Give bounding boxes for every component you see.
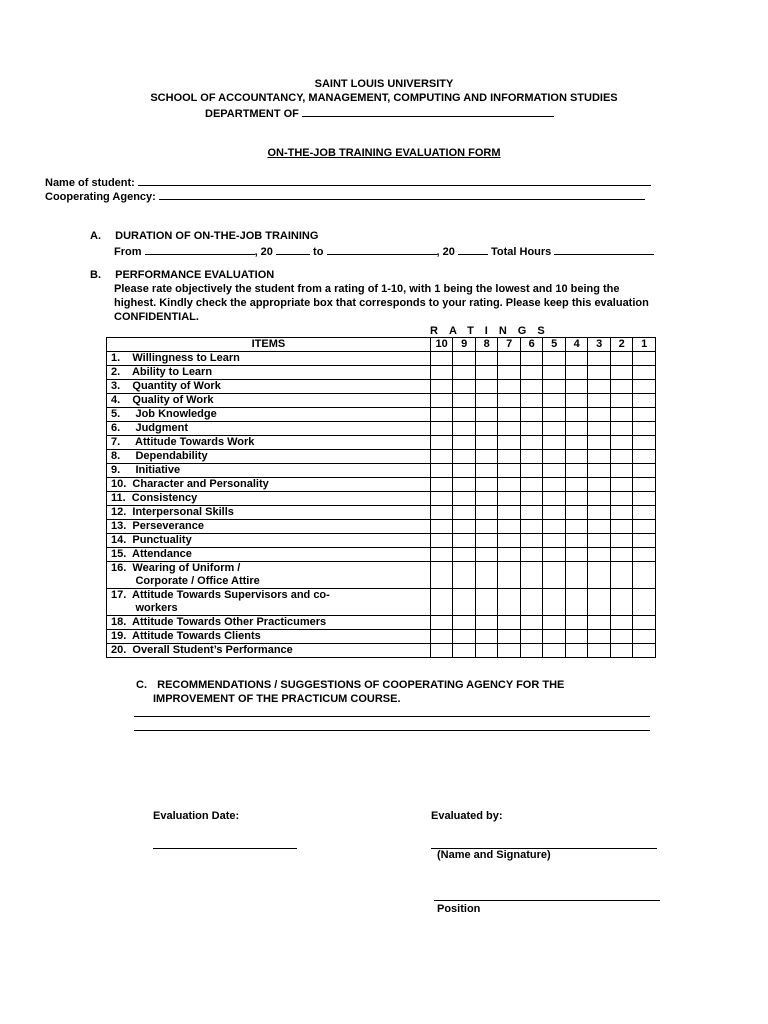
rating-checkbox[interactable] — [543, 352, 566, 366]
rating-checkbox[interactable] — [498, 562, 521, 589]
rating-checkbox[interactable] — [498, 380, 521, 394]
rating-checkbox[interactable] — [565, 534, 588, 548]
rating-checkbox[interactable] — [588, 492, 611, 506]
items-header: ITEMS — [107, 338, 431, 352]
rating-checkbox[interactable] — [475, 644, 498, 658]
rating-column-header: 2 — [610, 338, 633, 352]
rating-checkbox[interactable] — [475, 408, 498, 422]
rating-checkbox[interactable] — [430, 478, 453, 492]
from-label: From — [114, 246, 142, 258]
section-c-letter: C. — [136, 679, 147, 691]
rating-checkbox[interactable] — [520, 589, 543, 616]
department-field[interactable] — [302, 105, 554, 117]
rating-checkbox[interactable] — [543, 478, 566, 492]
rating-checkbox[interactable] — [430, 408, 453, 422]
evaluation-item: 4. Quality of Work — [107, 394, 431, 408]
rating-checkbox[interactable] — [498, 436, 521, 450]
rating-checkbox[interactable] — [430, 366, 453, 380]
rating-checkbox[interactable] — [610, 436, 633, 450]
evaluation-item: 19. Attitude Towards Clients — [107, 630, 431, 644]
rating-checkbox[interactable] — [565, 352, 588, 366]
from-year-field[interactable] — [276, 243, 310, 255]
rating-column-header: 6 — [520, 338, 543, 352]
rating-checkbox[interactable] — [633, 464, 656, 478]
rating-checkbox[interactable] — [565, 380, 588, 394]
rating-column-header: 9 — [453, 338, 476, 352]
rating-checkbox[interactable] — [430, 492, 453, 506]
rating-checkbox[interactable] — [520, 644, 543, 658]
rating-checkbox[interactable] — [610, 589, 633, 616]
rating-checkbox[interactable] — [543, 464, 566, 478]
rating-checkbox[interactable] — [588, 616, 611, 630]
rating-column-header: 8 — [475, 338, 498, 352]
rating-checkbox[interactable] — [498, 464, 521, 478]
rating-checkbox[interactable] — [453, 644, 476, 658]
section-c-title-line1: RECOMMENDATIONS / SUGGESTIONS OF COOPERATING AGENCY FOR THE — [157, 679, 565, 691]
rating-checkbox[interactable] — [498, 630, 521, 644]
rating-column-header: 3 — [588, 338, 611, 352]
table-row — [107, 492, 656, 506]
rating-checkbox[interactable] — [520, 548, 543, 562]
rating-checkbox[interactable] — [588, 394, 611, 408]
table-row — [107, 589, 656, 616]
rating-checkbox[interactable] — [588, 506, 611, 520]
rating-checkbox[interactable] — [520, 562, 543, 589]
rating-checkbox[interactable] — [498, 422, 521, 436]
rating-checkbox[interactable] — [520, 394, 543, 408]
rating-checkbox[interactable] — [565, 562, 588, 589]
rating-checkbox[interactable] — [610, 408, 633, 422]
rating-checkbox[interactable] — [475, 548, 498, 562]
rating-checkbox[interactable] — [565, 548, 588, 562]
rating-checkbox[interactable] — [633, 520, 656, 534]
rating-checkbox[interactable] — [610, 616, 633, 630]
table-row — [107, 352, 656, 366]
rating-checkbox[interactable] — [588, 589, 611, 616]
rating-checkbox[interactable] — [565, 408, 588, 422]
evaluation-item: 2. Ability to Learn — [107, 366, 431, 380]
section-a-letter: A. — [90, 230, 101, 242]
agency-label: Cooperating Agency: — [45, 191, 156, 203]
total-hours-field[interactable] — [554, 243, 654, 255]
rating-checkbox[interactable] — [588, 630, 611, 644]
section-b-title: PERFORMANCE EVALUATION — [115, 269, 275, 281]
rating-checkbox[interactable] — [610, 422, 633, 436]
section-b-instructions: Please rate objectively the student from a rating of 1-10, with 1 being the lowest and 10 being the highest. Kindly check the appropriate box that corresponds to your rating. Please keep this evaluation CONFIDENTIAL. — [114, 283, 649, 323]
rating-checkbox[interactable] — [633, 478, 656, 492]
rating-checkbox[interactable] — [543, 562, 566, 589]
rating-checkbox[interactable] — [565, 366, 588, 380]
evaluation-item: 1. Willingness to Learn — [107, 352, 431, 366]
rating-checkbox[interactable] — [453, 534, 476, 548]
agency-field[interactable] — [159, 188, 645, 200]
evaluation-item: 16. Wearing of Uniform / Corporate / Office Attire — [107, 562, 431, 589]
table-row — [107, 464, 656, 478]
rating-checkbox[interactable] — [430, 644, 453, 658]
rating-checkbox[interactable] — [453, 366, 476, 380]
rating-checkbox[interactable] — [588, 478, 611, 492]
rating-checkbox[interactable] — [520, 534, 543, 548]
rating-column-header: 5 — [543, 338, 566, 352]
rating-checkbox[interactable] — [520, 352, 543, 366]
evaluation-item: 17. Attitude Towards Supervisors and co- workers — [107, 589, 431, 616]
table-body — [107, 352, 656, 658]
rating-checkbox[interactable] — [565, 520, 588, 534]
rating-checkbox[interactable] — [475, 394, 498, 408]
evaluation-item: 18. Attitude Towards Other Practicumers — [107, 616, 431, 630]
from-year-prefix: , 20 — [254, 246, 273, 258]
rating-checkbox[interactable] — [430, 562, 453, 589]
rating-checkbox[interactable] — [498, 644, 521, 658]
evaluation-item: 7. Attitude Towards Work — [107, 436, 431, 450]
rating-checkbox[interactable] — [588, 534, 611, 548]
rating-checkbox[interactable] — [565, 394, 588, 408]
rating-checkbox[interactable] — [498, 408, 521, 422]
rating-checkbox[interactable] — [430, 616, 453, 630]
rating-checkbox[interactable] — [475, 492, 498, 506]
rating-checkbox[interactable] — [430, 548, 453, 562]
rating-checkbox[interactable] — [633, 366, 656, 380]
section-a-heading — [90, 229, 318, 243]
rating-checkbox[interactable] — [588, 422, 611, 436]
rating-checkbox[interactable] — [633, 589, 656, 616]
rating-checkbox[interactable] — [475, 616, 498, 630]
rating-checkbox[interactable] — [633, 630, 656, 644]
evaluation-item: 6. Judgment — [107, 422, 431, 436]
rating-checkbox[interactable] — [610, 562, 633, 589]
table-row — [107, 436, 656, 450]
rating-checkbox[interactable] — [543, 422, 566, 436]
table-row — [107, 562, 656, 589]
rating-checkbox[interactable] — [610, 492, 633, 506]
rating-checkbox[interactable] — [475, 534, 498, 548]
rating-checkbox[interactable] — [588, 380, 611, 394]
table-row — [107, 506, 656, 520]
rating-checkbox[interactable] — [633, 408, 656, 422]
rating-checkbox[interactable] — [520, 478, 543, 492]
rating-checkbox[interactable] — [633, 394, 656, 408]
evaluated-by-label: Evaluated by: — [431, 810, 503, 822]
rating-checkbox[interactable] — [610, 548, 633, 562]
table-row — [107, 534, 656, 548]
rating-checkbox[interactable] — [588, 352, 611, 366]
rating-checkbox[interactable] — [588, 548, 611, 562]
evaluation-item: 8. Dependability — [107, 450, 431, 464]
student-name-label: Name of student: — [45, 177, 135, 189]
student-name-field[interactable] — [138, 174, 651, 186]
section-b-heading — [90, 268, 274, 282]
rating-checkbox[interactable] — [498, 548, 521, 562]
rating-checkbox[interactable] — [453, 630, 476, 644]
rating-checkbox[interactable] — [520, 436, 543, 450]
table-row — [107, 548, 656, 562]
rating-checkbox[interactable] — [430, 380, 453, 394]
table-row — [107, 520, 656, 534]
rating-checkbox[interactable] — [430, 352, 453, 366]
evaluation-item: 9. Initiative — [107, 464, 431, 478]
name-signature-label: (Name and Signature) — [437, 849, 551, 861]
evaluation-item: 12. Interpersonal Skills — [107, 506, 431, 520]
rating-checkbox[interactable] — [633, 506, 656, 520]
evaluation-item: 20. Overall Student’s Performance — [107, 644, 431, 658]
rating-checkbox[interactable] — [610, 478, 633, 492]
rating-checkbox[interactable] — [588, 520, 611, 534]
rating-checkbox[interactable] — [453, 352, 476, 366]
agency-row — [45, 188, 645, 204]
rating-checkbox[interactable] — [475, 478, 498, 492]
rating-checkbox[interactable] — [633, 534, 656, 548]
to-label: to — [313, 246, 324, 258]
rating-checkbox[interactable] — [520, 380, 543, 394]
table-header-row — [107, 338, 656, 352]
rating-checkbox[interactable] — [453, 520, 476, 534]
rating-checkbox[interactable] — [633, 450, 656, 464]
rating-checkbox[interactable] — [498, 589, 521, 616]
rating-checkbox[interactable] — [565, 644, 588, 658]
evaluation-item: 3. Quantity of Work — [107, 380, 431, 394]
rating-checkbox[interactable] — [430, 630, 453, 644]
rating-checkbox[interactable] — [543, 589, 566, 616]
to-year-field[interactable] — [458, 243, 488, 255]
rating-checkbox[interactable] — [610, 352, 633, 366]
evaluation-item: 10. Character and Personality — [107, 478, 431, 492]
rating-checkbox[interactable] — [633, 380, 656, 394]
rating-checkbox[interactable] — [543, 492, 566, 506]
rating-checkbox[interactable] — [498, 352, 521, 366]
ratings-label: RATINGS — [430, 325, 556, 337]
rating-checkbox[interactable] — [520, 408, 543, 422]
rating-checkbox[interactable] — [520, 366, 543, 380]
total-hours-label: Total Hours — [490, 246, 552, 258]
rating-checkbox[interactable] — [453, 408, 476, 422]
rating-checkbox[interactable] — [610, 644, 633, 658]
rating-checkbox[interactable] — [453, 616, 476, 630]
rating-checkbox[interactable] — [498, 478, 521, 492]
rating-checkbox[interactable] — [565, 450, 588, 464]
rating-checkbox[interactable] — [610, 630, 633, 644]
rating-checkbox[interactable] — [498, 616, 521, 630]
rating-checkbox[interactable] — [543, 506, 566, 520]
recommendation-line-2[interactable] — [134, 730, 650, 731]
evaluation-item: 11. Consistency — [107, 492, 431, 506]
rating-column-header: 10 — [430, 338, 453, 352]
rating-checkbox[interactable] — [453, 506, 476, 520]
rating-checkbox[interactable] — [430, 589, 453, 616]
rating-checkbox[interactable] — [475, 630, 498, 644]
rating-checkbox[interactable] — [475, 562, 498, 589]
evaluation-table — [106, 337, 656, 658]
rating-checkbox[interactable] — [453, 548, 476, 562]
rating-checkbox[interactable] — [453, 589, 476, 616]
rating-checkbox[interactable] — [610, 380, 633, 394]
rating-checkbox[interactable] — [588, 366, 611, 380]
rating-checkbox[interactable] — [498, 534, 521, 548]
rating-checkbox[interactable] — [520, 616, 543, 630]
rating-checkbox[interactable] — [475, 589, 498, 616]
rating-checkbox[interactable] — [633, 422, 656, 436]
rating-checkbox[interactable] — [633, 616, 656, 630]
table-row — [107, 422, 656, 436]
rating-checkbox[interactable] — [588, 464, 611, 478]
rating-checkbox[interactable] — [565, 464, 588, 478]
table-row — [107, 394, 656, 408]
rating-checkbox[interactable] — [475, 450, 498, 464]
section-c-title-line2: IMPROVEMENT OF THE PRACTICUM COURSE. — [153, 693, 401, 705]
rating-checkbox[interactable] — [430, 394, 453, 408]
rating-checkbox[interactable] — [475, 520, 498, 534]
rating-checkbox[interactable] — [610, 506, 633, 520]
university-name: SAINT LOUIS UNIVERSITY — [314, 78, 454, 90]
rating-checkbox[interactable] — [633, 562, 656, 589]
rating-checkbox[interactable] — [565, 506, 588, 520]
rating-checkbox[interactable] — [565, 422, 588, 436]
rating-column-header: 1 — [633, 338, 656, 352]
rating-checkbox[interactable] — [543, 520, 566, 534]
table-row — [107, 644, 656, 658]
section-a-title: DURATION OF ON-THE-JOB TRAINING — [115, 230, 319, 242]
rating-checkbox[interactable] — [475, 366, 498, 380]
rating-checkbox[interactable] — [633, 436, 656, 450]
rating-checkbox[interactable] — [520, 520, 543, 534]
rating-checkbox[interactable] — [633, 548, 656, 562]
to-year-prefix: , 20 — [436, 246, 455, 258]
rating-checkbox[interactable] — [610, 394, 633, 408]
rating-checkbox[interactable] — [588, 644, 611, 658]
rating-checkbox[interactable] — [453, 394, 476, 408]
rating-checkbox[interactable] — [453, 450, 476, 464]
rating-checkbox[interactable] — [475, 422, 498, 436]
rating-checkbox[interactable] — [543, 394, 566, 408]
rating-checkbox[interactable] — [543, 630, 566, 644]
rating-checkbox[interactable] — [430, 464, 453, 478]
rating-checkbox[interactable] — [498, 506, 521, 520]
rating-checkbox[interactable] — [543, 548, 566, 562]
rating-checkbox[interactable] — [430, 436, 453, 450]
rating-checkbox[interactable] — [475, 436, 498, 450]
rating-column-header: 7 — [498, 338, 521, 352]
table-row — [107, 616, 656, 630]
rating-checkbox[interactable] — [453, 380, 476, 394]
rating-checkbox[interactable] — [453, 562, 476, 589]
evaluation-item: 14. Punctuality — [107, 534, 431, 548]
rating-checkbox[interactable] — [430, 534, 453, 548]
table-row — [107, 478, 656, 492]
table-row — [107, 630, 656, 644]
rating-checkbox[interactable] — [610, 366, 633, 380]
department-line — [205, 105, 554, 121]
rating-checkbox[interactable] — [453, 436, 476, 450]
rating-checkbox[interactable] — [543, 616, 566, 630]
rating-checkbox[interactable] — [610, 464, 633, 478]
rating-checkbox[interactable] — [520, 422, 543, 436]
evaluation-date-label: Evaluation Date: — [153, 810, 240, 822]
from-date-field[interactable] — [145, 243, 255, 255]
rating-checkbox[interactable] — [543, 534, 566, 548]
rating-checkbox[interactable] — [453, 478, 476, 492]
rating-checkbox[interactable] — [475, 506, 498, 520]
table-row — [107, 408, 656, 422]
rating-column-header: 4 — [565, 338, 588, 352]
rating-checkbox[interactable] — [520, 506, 543, 520]
rating-checkbox[interactable] — [520, 630, 543, 644]
rating-checkbox[interactable] — [565, 630, 588, 644]
rating-checkbox[interactable] — [453, 464, 476, 478]
form-title: ON-THE-JOB TRAINING EVALUATION FORM — [267, 147, 501, 159]
table-row — [107, 450, 656, 464]
rating-checkbox[interactable] — [543, 380, 566, 394]
rating-checkbox[interactable] — [475, 464, 498, 478]
position-label: Position — [437, 903, 481, 915]
rating-checkbox[interactable] — [543, 408, 566, 422]
rating-checkbox[interactable] — [543, 644, 566, 658]
section-b-letter: B. — [90, 269, 101, 281]
rating-checkbox[interactable] — [543, 450, 566, 464]
department-label: DEPARTMENT OF — [205, 108, 299, 120]
rating-checkbox[interactable] — [453, 492, 476, 506]
to-date-field[interactable] — [327, 243, 437, 255]
table-row — [107, 366, 656, 380]
evaluation-item: 13. Perseverance — [107, 520, 431, 534]
rating-checkbox[interactable] — [588, 562, 611, 589]
table-row — [107, 380, 656, 394]
rating-checkbox[interactable] — [475, 352, 498, 366]
rating-checkbox[interactable] — [610, 520, 633, 534]
rating-checkbox[interactable] — [520, 450, 543, 464]
rating-checkbox[interactable] — [430, 450, 453, 464]
position-field[interactable] — [434, 900, 660, 901]
rating-checkbox[interactable] — [633, 492, 656, 506]
rating-checkbox[interactable] — [565, 616, 588, 630]
rating-checkbox[interactable] — [565, 492, 588, 506]
rating-checkbox[interactable] — [453, 422, 476, 436]
rating-checkbox[interactable] — [610, 450, 633, 464]
rating-checkbox[interactable] — [430, 520, 453, 534]
rating-checkbox[interactable] — [633, 352, 656, 366]
rating-checkbox[interactable] — [588, 408, 611, 422]
section-c-heading — [136, 678, 564, 706]
duration-row — [114, 243, 654, 259]
evaluation-date-field[interactable] — [153, 848, 297, 849]
rating-checkbox[interactable] — [430, 422, 453, 436]
evaluation-item: 15. Attendance — [107, 548, 431, 562]
rating-checkbox[interactable] — [498, 394, 521, 408]
rating-checkbox[interactable] — [498, 450, 521, 464]
rating-checkbox[interactable] — [498, 520, 521, 534]
rating-checkbox[interactable] — [543, 366, 566, 380]
rating-checkbox[interactable] — [588, 436, 611, 450]
rating-checkbox[interactable] — [633, 644, 656, 658]
recommendation-line-1[interactable] — [134, 716, 650, 717]
rating-checkbox[interactable] — [498, 366, 521, 380]
rating-checkbox[interactable] — [520, 492, 543, 506]
rating-checkbox[interactable] — [565, 589, 588, 616]
rating-checkbox[interactable] — [565, 436, 588, 450]
school-name: SCHOOL OF ACCOUNTANCY, MANAGEMENT, COMPUTING AND INFORMATION STUDIES — [150, 92, 618, 104]
evaluation-item: 5. Job Knowledge — [107, 408, 431, 422]
rating-checkbox[interactable] — [610, 534, 633, 548]
rating-checkbox[interactable] — [588, 450, 611, 464]
rating-checkbox[interactable] — [475, 380, 498, 394]
rating-checkbox[interactable] — [520, 464, 543, 478]
rating-checkbox[interactable] — [430, 506, 453, 520]
rating-checkbox[interactable] — [498, 492, 521, 506]
rating-checkbox[interactable] — [565, 478, 588, 492]
rating-checkbox[interactable] — [543, 436, 566, 450]
